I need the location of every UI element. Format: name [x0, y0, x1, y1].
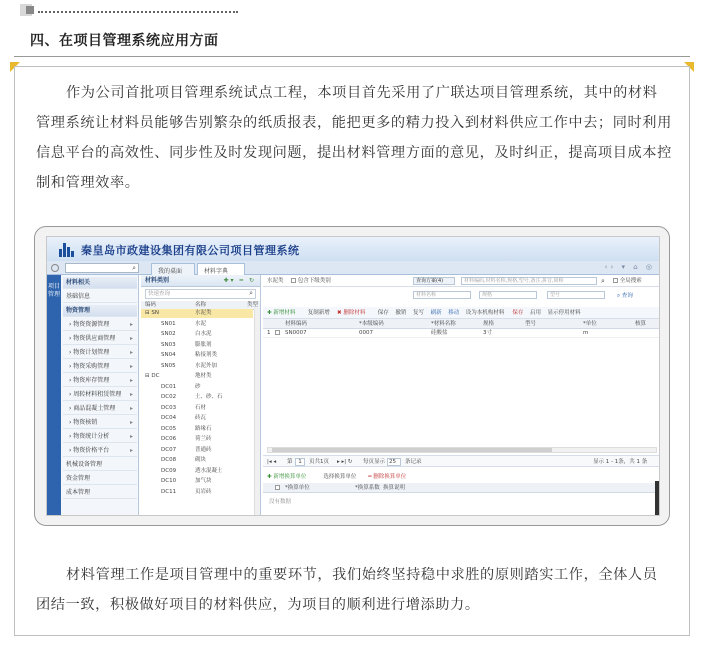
intro-paragraph: 作为公司首批项目管理系统试点工程，本项目首先采用了广联达项目管理系统，其中的材料管理系统让材料员能够告别繁杂的纸质报表，能把更多的精力投入到材料供应工作中去；同时利用信息平台的高效性、同步性及时发现问题，提出材料管理方面的意见，及时纠正，提高项目成本控制和管理效率。	[36, 85, 672, 191]
panel-tools-icon[interactable]: ✚▾ ━ ↻	[223, 277, 256, 284]
column-conversion-unit[interactable]: *换算单位	[285, 485, 310, 491]
quick-search-input[interactable]	[145, 289, 256, 299]
title-divider	[14, 56, 690, 57]
toolbar-button[interactable]: ✚ 新增材料	[267, 310, 296, 316]
unit-grid-header	[263, 483, 660, 493]
cell-material-code[interactable]: SN0007	[285, 330, 307, 336]
column-conversion-factor[interactable]: *换算系数	[355, 485, 380, 491]
material-code: DC06	[161, 436, 177, 442]
spec-field[interactable]: 规格	[479, 291, 537, 299]
pager-next-icon[interactable]: ▸ ▸| ↻	[337, 459, 353, 465]
sidebar-item[interactable]	[63, 333, 137, 345]
chevron-right-icon: ▸	[129, 391, 133, 398]
sidebar-item[interactable]	[63, 375, 137, 387]
list-item[interactable]	[141, 446, 253, 455]
material-name: 地材类	[195, 373, 212, 379]
material-code: DC10	[161, 478, 177, 484]
material-code: DC07	[161, 446, 177, 453]
list-item[interactable]	[141, 488, 253, 497]
sidebar-item-label: 基础信息	[66, 293, 91, 300]
sidebar-item[interactable]	[63, 417, 137, 429]
query-scheme-select[interactable]: 查询方案(4)	[413, 277, 455, 285]
dotted-rule	[38, 11, 238, 13]
records-summary: 显示 1 - 1条，共 1 条	[593, 459, 648, 465]
empty-state: 没有数据	[269, 499, 292, 505]
sidebar-item[interactable]	[63, 361, 137, 373]
material-code: DC03	[161, 404, 177, 411]
toolbar-button[interactable]: 选择换算单位	[323, 474, 357, 480]
pager-total-pages: 页共1页	[309, 459, 329, 465]
list-item[interactable]	[141, 425, 253, 434]
material-name: 水泥外加	[195, 362, 218, 369]
list-item[interactable]	[141, 467, 253, 476]
list-item[interactable]	[141, 435, 253, 444]
material-name: 土、砂、石	[195, 394, 223, 400]
per-page-label: 每页显示	[363, 459, 386, 465]
material-code: SN01	[161, 320, 176, 327]
material-name: 普通砖	[195, 446, 212, 453]
material-code: SN05	[161, 362, 176, 369]
material-toolbar	[263, 307, 660, 319]
list-item[interactable]	[141, 393, 253, 402]
window-controls-icon[interactable]: ‹› ▾ ⌂ ◎	[604, 263, 655, 271]
sidebar-item-label: 物资管理	[66, 307, 91, 314]
sidebar-item[interactable]	[63, 389, 137, 401]
material-name: 粘接剂类	[195, 352, 218, 358]
vertical-scrollbar[interactable]	[655, 481, 660, 516]
material-name: 石材	[195, 404, 207, 411]
section-title: 四、在项目管理系统应用方面	[30, 33, 219, 49]
sidebar-item[interactable]	[63, 291, 137, 303]
material-name: 荷兰砖	[195, 436, 212, 442]
quick-search-placeholder: 快速查询	[148, 291, 171, 297]
cell-material-name[interactable]: 硅酸盐	[431, 330, 448, 336]
material-detail-area	[263, 275, 660, 516]
list-item[interactable]	[141, 309, 253, 318]
column-name[interactable]: 名称	[195, 302, 207, 308]
sidebar-item[interactable]	[63, 319, 137, 331]
chevron-right-icon: ▸	[129, 419, 133, 426]
column-type[interactable]: 类型	[247, 302, 259, 308]
cell-unit[interactable]: m	[583, 330, 589, 336]
toolbar-button[interactable]: 保存	[377, 310, 389, 316]
material-name: 透水混凝土	[195, 467, 223, 474]
decoration-square-inner	[26, 6, 34, 14]
material-name: 白水泥	[195, 331, 212, 337]
toolbar-button[interactable]: ✖ 删除材料	[337, 310, 366, 316]
toolbar-button[interactable]: 启用	[530, 310, 542, 316]
material-name: 加气块	[195, 478, 212, 484]
toolbar-button[interactable]: ✚ 新增换算单位	[267, 474, 307, 480]
current-category-label: 水泥类	[267, 278, 284, 284]
pagination-bar	[263, 455, 660, 467]
sidebar-item-label: › 物资供应商管理	[69, 335, 116, 342]
records-label: 条记录	[405, 459, 422, 465]
toolbar-button[interactable]: 保存	[512, 310, 524, 316]
pager-page-label: 第	[287, 459, 293, 465]
list-item[interactable]	[141, 341, 253, 350]
material-name: 水泥类	[195, 310, 212, 316]
material-code: SN04	[161, 352, 176, 358]
sidebar-item-label: › 物资计划管理	[69, 349, 110, 356]
company-logo-icon	[59, 241, 75, 257]
material-code: SN03	[161, 341, 176, 348]
sidebar-item[interactable]	[63, 487, 137, 499]
material-name: 砂	[195, 383, 201, 390]
toolbar-button[interactable]: 撤销	[395, 310, 407, 316]
material-code: DC01	[161, 383, 177, 390]
column-header[interactable]: *单位	[583, 321, 597, 327]
sidebar-item[interactable]	[63, 403, 137, 415]
query-button-label: 查询	[621, 293, 633, 299]
material-name: 膨胀剂	[195, 341, 212, 348]
sidebar-item[interactable]	[63, 431, 137, 443]
sidebar-item-label: 机械设备管理	[66, 461, 103, 468]
material-code: DC05	[161, 425, 177, 432]
pager-nav-icon[interactable]: |◂ ◂	[267, 459, 277, 465]
chevron-right-icon: ▸	[129, 321, 133, 328]
sidebar-item[interactable]	[63, 305, 137, 317]
all-search-checkbox[interactable]	[613, 275, 642, 287]
material-name: 砖瓦	[195, 415, 207, 421]
search-icon[interactable]: ⌕	[132, 264, 136, 272]
material-code: SN02	[161, 331, 176, 337]
sidebar-item[interactable]	[63, 347, 137, 359]
page-size-select[interactable]: 25	[387, 458, 401, 466]
column-header[interactable]: 材料编码	[285, 321, 308, 327]
sidebar-item-label: 材料相关	[66, 279, 91, 286]
heading-decoration	[20, 4, 240, 16]
toolbar-button[interactable]: 刷新	[430, 310, 442, 316]
chevron-right-icon: ▸	[129, 335, 133, 342]
filter-bar	[263, 275, 660, 287]
material-name: 砌块	[195, 457, 207, 463]
sidebar-item-label: › 物资价格平台	[69, 447, 110, 454]
global-search-input[interactable]	[65, 263, 139, 273]
sidebar-item-label: › 物资库存管理	[69, 377, 110, 384]
material-panel-header	[141, 275, 260, 287]
list-item[interactable]	[141, 330, 253, 339]
module-strip[interactable]: 项目管理	[47, 275, 61, 516]
search-icon[interactable]: ⌕	[249, 289, 253, 297]
list-item[interactable]	[141, 362, 253, 371]
material-name: 水泥	[195, 320, 207, 327]
toolbar-button[interactable]: 显示停用材料	[547, 310, 581, 316]
material-code: DC09	[161, 467, 177, 474]
cell-spec[interactable]: 3寸	[483, 330, 492, 336]
material-scrollbar[interactable]	[254, 309, 260, 516]
column-header[interactable]: 型号	[525, 321, 537, 327]
material-code: DC11	[161, 488, 177, 495]
column-header[interactable]: *本级编码	[359, 321, 384, 327]
chevron-right-icon: ▸	[129, 363, 133, 370]
horizontal-scrollbar[interactable]	[267, 447, 657, 453]
sidebar-item-label: › 商品混凝土管理	[69, 405, 116, 412]
table-row[interactable]	[263, 329, 660, 338]
cell-level-code[interactable]: 0007	[359, 330, 373, 336]
page-number-input[interactable]: 1	[295, 458, 305, 466]
material-name-field[interactable]: 材料名称	[413, 291, 471, 299]
closing-paragraph: 材料管理工作是项目管理中的重要环节，我们始终坚持稳中求胜的原则踏实工作，全体人员团结一致，积极做好项目的材料供应，为项目的顺利进行增添助力。	[36, 567, 658, 613]
toolbar-button[interactable]: 复写	[413, 310, 425, 316]
list-item[interactable]	[141, 320, 253, 329]
chevron-right-icon: ▸	[129, 349, 133, 356]
sidebar-item-label: › 物资资源管理	[69, 321, 110, 328]
sidebar-item[interactable]	[63, 277, 137, 289]
toolbar-button[interactable]: 复制新增	[307, 310, 330, 316]
toolbar-button[interactable]: ━ 删除换算单位	[368, 474, 407, 480]
sidebar-item-label: 成本管理	[66, 489, 91, 496]
list-item[interactable]	[141, 456, 253, 465]
left-navigation	[47, 275, 139, 516]
tab-material-dictionary[interactable]	[197, 263, 245, 275]
material-grid-header	[263, 319, 660, 329]
list-item[interactable]	[141, 404, 253, 413]
sidebar-item-label: › 物资统计分析	[69, 433, 110, 440]
unit-toolbar	[263, 471, 660, 483]
model-field[interactable]: 型号	[547, 291, 605, 299]
toolbar-button[interactable]: 设为本机构材料	[465, 310, 505, 316]
menu-icon[interactable]	[51, 264, 59, 272]
sidebar-item-label: 资金管理	[66, 475, 91, 482]
tab-bar	[47, 261, 660, 275]
sidebar-item-label: › 物资核销	[69, 419, 98, 426]
scrollbar-thumb[interactable]	[272, 448, 552, 452]
sidebar-item[interactable]	[63, 445, 137, 457]
list-item[interactable]	[141, 414, 253, 423]
material-name: 路缘石	[195, 425, 212, 432]
material-panel-title: 材料类别	[145, 277, 170, 284]
list-item[interactable]	[141, 477, 253, 486]
sidebar-item-label: › 周转材料租赁管理	[69, 391, 122, 398]
material-name: 页岩砖	[195, 488, 212, 495]
column-header[interactable]: *材料名称	[431, 321, 456, 327]
material-code: DC08	[161, 457, 177, 463]
chevron-right-icon: ▸	[129, 405, 133, 412]
sidebar-item[interactable]	[63, 459, 137, 471]
material-category-panel	[141, 275, 261, 516]
column-code[interactable]: 编码	[145, 302, 157, 308]
row-checkbox[interactable]	[275, 330, 280, 335]
chevron-right-icon: ▸	[129, 377, 133, 384]
material-code: ⊟ SN	[145, 310, 159, 316]
sidebar-item[interactable]	[63, 473, 137, 485]
include-sub-label: 包含下级类别	[297, 278, 331, 284]
system-screenshot	[46, 236, 660, 516]
system-brand-title: 秦皇岛市政建设集团有限公司项目管理系统	[81, 244, 300, 257]
material-code: DC02	[161, 394, 177, 400]
tab-desktop[interactable]	[151, 263, 195, 275]
column-header[interactable]: 核算	[635, 321, 647, 327]
system-banner	[47, 237, 660, 261]
material-code: DC04	[161, 415, 177, 421]
list-item[interactable]	[141, 351, 253, 360]
keyword-search-input[interactable]: 材料编码,材料名称,规格,型号,备注,拼音,简称	[461, 277, 597, 285]
material-code: ⊟ DC	[145, 373, 160, 379]
list-item[interactable]	[141, 383, 253, 392]
include-sub-checkbox[interactable]	[291, 275, 331, 287]
tab-desktop-label: 我的桌面	[158, 268, 183, 275]
query-button[interactable]: ⌕ 查询	[617, 293, 633, 299]
list-item[interactable]	[141, 372, 253, 381]
column-header[interactable]: 规格	[483, 321, 495, 327]
select-all-checkbox[interactable]	[275, 485, 280, 490]
chevron-right-icon: ▸	[129, 447, 133, 454]
column-conversion-note[interactable]: 换算说明	[383, 485, 406, 491]
search-icon[interactable]: ⌕	[601, 277, 605, 285]
row-number: 1	[267, 330, 271, 336]
tab-material-dictionary-label: 材料字典	[204, 268, 229, 275]
toolbar-button[interactable]: 移动	[448, 310, 460, 316]
chevron-right-icon: ▸	[129, 433, 133, 440]
sidebar-item-label: › 物资采购管理	[69, 363, 110, 370]
all-search-label: 全局搜索	[619, 278, 642, 284]
